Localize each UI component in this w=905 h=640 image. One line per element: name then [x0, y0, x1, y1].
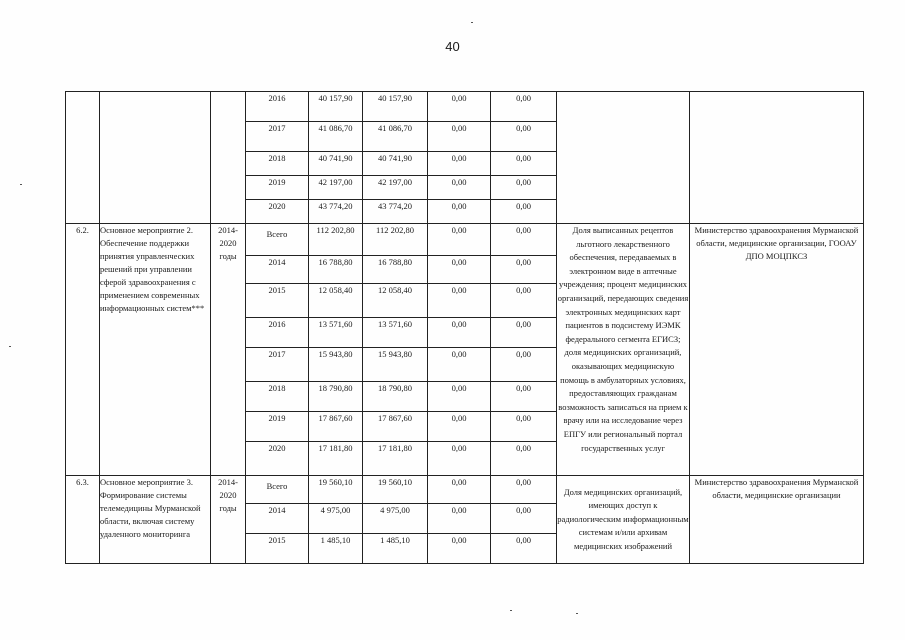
table-row: [66, 476, 864, 504]
years-cell-empty: [211, 92, 246, 224]
year-cell: 2014: [246, 504, 309, 534]
indicator-text: Доля медицинских организаций, имеющих доступ к радиологическим информационным системам и/или архивам медицинских изображений: [557, 476, 690, 564]
value-cell: 41 086,70: [363, 122, 428, 152]
table-row: [66, 224, 864, 256]
value-cell: 0,00: [491, 534, 557, 564]
section-years: 2014- 2020 годы: [211, 224, 246, 476]
section-name: Основное мероприятие 2. Обеспечение поддержки принятия управленческих решений при управлении сферой здравоохранения с применением современных информационных систем***: [100, 224, 211, 476]
value-cell: 16 788,80: [363, 256, 428, 284]
value-cell: 112 202,80: [309, 224, 363, 256]
scan-speck: [9, 346, 11, 347]
value-cell: 41 086,70: [309, 122, 363, 152]
value-cell: 40 741,90: [309, 152, 363, 176]
page-number: 40: [445, 39, 460, 54]
value-cell: 12 058,40: [363, 284, 428, 318]
scan-speck: [20, 184, 22, 185]
year-cell: 2019: [246, 176, 309, 200]
program-table: [65, 91, 864, 564]
executor-text: Министерство здравоохранения Мурманской области, медицинские организации: [690, 476, 864, 564]
value-cell: 0,00: [428, 476, 491, 504]
value-cell: 112 202,80: [363, 224, 428, 256]
indicator-text: Доля выписанных рецептов льготного лекарственного обеспечения, передаваемых в электронном виде в аптечные учреждения; процент медицинских организаций, передающих сведения электронных медицинских карт пациентов в подсистему ИЭМК федерального сегмента ЕГИСЗ; доля медицинских организаций, оказывающих медицинскую помощь в амбулаторных условиях, предоставляющих гражданам возможность записаться на прием к врачу или на исследование через ЕПГУ или региональный портал государственных услуг: [557, 224, 690, 476]
value-cell: 42 197,00: [363, 176, 428, 200]
value-cell: 0,00: [428, 284, 491, 318]
value-cell: 0,00: [491, 412, 557, 442]
value-cell: 1 485,10: [363, 534, 428, 564]
year-cell: 2020: [246, 200, 309, 224]
value-cell: 0,00: [491, 504, 557, 534]
value-cell: 0,00: [428, 504, 491, 534]
value-cell: 15 943,80: [363, 348, 428, 382]
value-cell: 0,00: [428, 122, 491, 152]
value-cell: 0,00: [491, 224, 557, 256]
value-cell: 0,00: [428, 256, 491, 284]
value-cell: 0,00: [491, 200, 557, 224]
scan-speck: [576, 613, 578, 614]
year-cell: 2017: [246, 122, 309, 152]
value-cell: 13 571,60: [309, 318, 363, 348]
value-cell: 43 774,20: [363, 200, 428, 224]
value-cell: 0,00: [491, 318, 557, 348]
value-cell: 42 197,00: [309, 176, 363, 200]
executor-text: Министерство здравоохранения Мурманской области, медицинские организации, ГООАУ ДПО МОЦПКСЗ: [690, 224, 864, 476]
value-cell: 15 943,80: [309, 348, 363, 382]
value-cell: 40 157,90: [363, 92, 428, 122]
index-cell-empty: [66, 92, 100, 224]
indicator-cell-empty: [557, 92, 690, 224]
value-cell: 0,00: [428, 152, 491, 176]
value-cell: 0,00: [491, 256, 557, 284]
value-cell: 0,00: [491, 176, 557, 200]
year-cell: 2016: [246, 318, 309, 348]
value-cell: 17 867,60: [363, 412, 428, 442]
year-cell: 2014: [246, 256, 309, 284]
value-cell: 4 975,00: [309, 504, 363, 534]
value-cell: 0,00: [491, 348, 557, 382]
executor-cell-empty: [690, 92, 864, 224]
value-cell: 0,00: [428, 382, 491, 412]
value-cell: 0,00: [491, 476, 557, 504]
scan-speck: [510, 610, 512, 611]
value-cell: 0,00: [428, 348, 491, 382]
scan-speck: [471, 22, 473, 23]
year-cell: 2017: [246, 348, 309, 382]
name-cell-empty: [100, 92, 211, 224]
section-index: 6.2.: [66, 224, 100, 476]
value-cell: 1 485,10: [309, 534, 363, 564]
value-cell: 0,00: [428, 92, 491, 122]
value-cell: 0,00: [491, 442, 557, 476]
value-cell: 17 181,80: [309, 442, 363, 476]
value-cell: 18 790,80: [309, 382, 363, 412]
year-cell: Всего: [246, 224, 309, 256]
value-cell: 43 774,20: [309, 200, 363, 224]
value-cell: 0,00: [428, 318, 491, 348]
value-cell: 0,00: [491, 122, 557, 152]
section-years: 2014- 2020 годы: [211, 476, 246, 564]
value-cell: 4 975,00: [363, 504, 428, 534]
value-cell: 17 181,80: [363, 442, 428, 476]
value-cell: 0,00: [491, 284, 557, 318]
year-cell: 2018: [246, 382, 309, 412]
value-cell: 0,00: [428, 200, 491, 224]
year-cell: 2016: [246, 92, 309, 122]
value-cell: 0,00: [428, 412, 491, 442]
table-row: [66, 92, 864, 122]
value-cell: 0,00: [428, 442, 491, 476]
value-cell: 0,00: [491, 92, 557, 122]
year-cell: Всего: [246, 476, 309, 504]
value-cell: 40 741,90: [363, 152, 428, 176]
value-cell: 0,00: [428, 176, 491, 200]
value-cell: 0,00: [428, 224, 491, 256]
value-cell: 0,00: [491, 382, 557, 412]
year-cell: 2015: [246, 284, 309, 318]
value-cell: 40 157,90: [309, 92, 363, 122]
value-cell: 13 571,60: [363, 318, 428, 348]
year-cell: 2018: [246, 152, 309, 176]
year-cell: 2015: [246, 534, 309, 564]
value-cell: 17 867,60: [309, 412, 363, 442]
year-cell: 2020: [246, 442, 309, 476]
value-cell: 18 790,80: [363, 382, 428, 412]
value-cell: 16 788,80: [309, 256, 363, 284]
value-cell: 12 058,40: [309, 284, 363, 318]
section-index: 6.3.: [66, 476, 100, 564]
value-cell: 0,00: [428, 534, 491, 564]
section-name: Основное мероприятие 3. Формирование системы телемедицины Мурманской области, включая систему удаленного мониторинга: [100, 476, 211, 564]
value-cell: 0,00: [491, 152, 557, 176]
year-cell: 2019: [246, 412, 309, 442]
value-cell: 19 560,10: [309, 476, 363, 504]
value-cell: 19 560,10: [363, 476, 428, 504]
